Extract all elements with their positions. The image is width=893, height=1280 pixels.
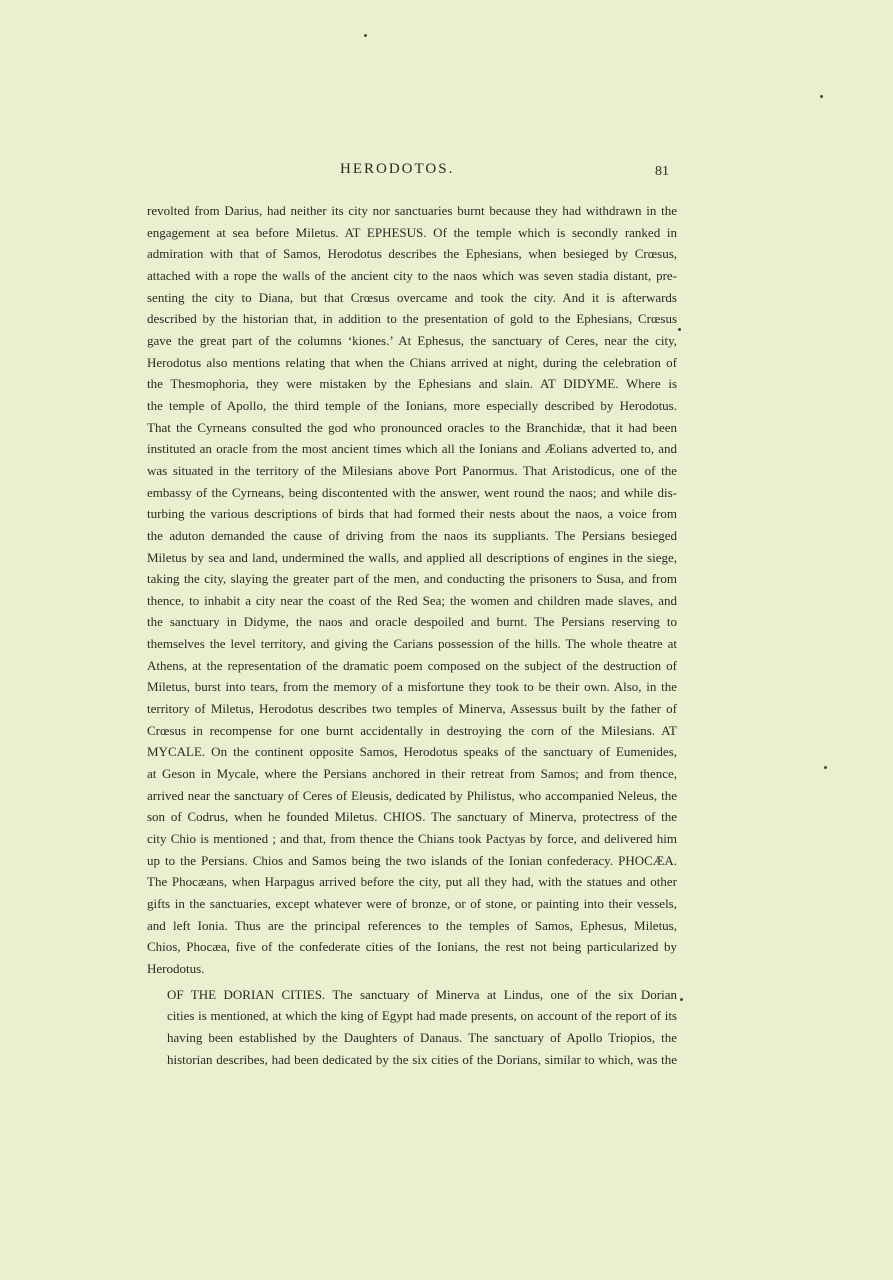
text-line: gave the great part of the columns ‘kiones.’ At Ephesus, the sanctuary of Ceres, near the city, — [147, 332, 677, 348]
text-line: historian describes, had been dedicated by the six cities of the Dorians, similar to which, was the — [167, 1051, 677, 1067]
body-text — [147, 200, 677, 1070]
text-line: Miletus by sea and land, undermined the walls, and applied all descriptions of engines in the siege, — [147, 549, 677, 565]
speck-mark — [364, 34, 367, 37]
text-line: Chios, Phocæa, five of the confederate cities of the Ionians, the rest not being particularized by — [147, 939, 677, 955]
text-line: engagement at sea before Miletus. AT EPHESUS. Of the temple which is secondly ranked in — [147, 224, 677, 240]
text-line: taking the city, slaying the greater part of the men, and conducting the prisoners to Susa, and from — [147, 571, 677, 587]
text-line: and left Ionia. Thus are the principal references to the temples of Samos, Ephesus, Miletus, — [147, 917, 677, 933]
text-line: embassy of the Cyrneans, being discontented with the answer, went round the naos; and while dis- — [147, 484, 677, 500]
running-title: HERODOTOS. — [340, 161, 455, 177]
text-line: attached with a rope the walls of the ancient city to the naos which was seven stadia distant, pre- — [147, 267, 677, 283]
text-line: Athens, at the representation of the dramatic poem composed on the subject of the destruction of — [147, 657, 677, 673]
text-line: was situated in the territory of the Milesians above Port Panormus. That Aristodicus, one of the — [147, 462, 677, 478]
text-line: turbing the various descriptions of birds that had formed their nests about the naos, a voice from — [147, 506, 677, 522]
text-line: city Chio is mentioned ; and that, from thence the Chians took Pactyas by force, and delivered him — [147, 831, 677, 847]
text-line: senting the city to Diana, but that Crœsus overcame and took the city. And it is afterwards — [147, 289, 677, 305]
speck-mark — [824, 766, 827, 769]
speck-mark — [678, 328, 681, 331]
paragraph-dorian-cities — [147, 984, 677, 1071]
text-line: the temple of Apollo, the third temple of the Ionians, more especially described by Herodotus. — [147, 397, 677, 413]
page-number: 81 — [655, 164, 669, 179]
text-line: instituted an oracle from the most ancient times which all the Ionians and Æolians adverted to, and — [147, 441, 677, 457]
speck-mark — [820, 95, 823, 98]
text-line: the sanctuary in Didyme, the naos and oracle despoiled and burnt. The Persians reserving to — [147, 614, 677, 630]
paragraph-herodotus-temples — [147, 200, 677, 980]
text-line: thence, to inhabit a city near the coast of the Red Sea; the women and children made slaves, and — [147, 592, 677, 608]
text-line: cities is mentioned, at which the king of Egypt had made presents, on account of the report of its — [167, 1008, 677, 1024]
text-line: described by the historian that, in addition to the presentation of gold to the Ephesians, Crœsus — [147, 311, 677, 327]
text-line: up to the Persians. Chios and Samos being the two islands of the Ionian confederacy. PHOCÆA. — [147, 852, 677, 868]
text-line: Crœsus in recompense for one burnt accidentally in destroying the corn of the Milesians. AT — [147, 722, 677, 738]
text-line: Herodotus also mentions relating that when the Chians arrived at night, during the celebration of — [147, 354, 677, 370]
text-line: the Thesmophoria, they were mistaken by the Ephesians and slain. AT DIDYME. Where is — [147, 376, 677, 392]
text-line: Miletus, burst into tears, from the memory of a misfortune they took to be their own. Also, in the — [147, 679, 677, 695]
text-line: admiration with that of Samos, Herodotus describes the Ephesians, when besieged by Crœsus, — [147, 246, 677, 262]
text-line: gifts in the sanctuaries, except whatever were of bronze, or of stone, or painting into their vessels, — [147, 896, 677, 911]
text-line: themselves the level territory, and giving the Carians possession of the hills. The whole theatre at — [147, 636, 677, 652]
text-line: having been established by the Daughters of Danaus. The sanctuary of Apollo Triopios, the — [167, 1029, 677, 1045]
text-line: That the Cyrneans consulted the god who pronounced oracles to the Branchidæ, that it had been — [147, 419, 677, 435]
text-line: OF THE DORIAN CITIES. The sanctuary of Minerva at Lindus, one of the six Dorian — [167, 986, 677, 1002]
text-line: The Phocæans, when Harpagus arrived before the city, put all they had, with the statues and other — [147, 874, 677, 890]
text-line: MYCALE. On the continent opposite Samos, Herodotus speaks of the sanctuary of Eumenides, — [147, 744, 677, 760]
text-line: the aduton demanded the cause of driving from the naos its suppliants. The Persians besieged — [147, 527, 677, 543]
speck-mark — [680, 998, 683, 1001]
text-line: Herodotus. — [147, 960, 205, 976]
text-line: revolted from Darius, had neither its city nor sanctuaries burnt because they had withdrawn in the — [147, 203, 677, 218]
text-line: arrived near the sanctuary of Ceres of Eleusis, dedicated by Philistus, who accompanied Neleus, the — [147, 787, 677, 803]
text-line: at Geson in Mycale, where the Persians anchored in their retreat from Samos; and from thence, — [147, 766, 677, 782]
text-line: son of Codrus, when he founded Miletus. CHIOS. The sanctuary of Minerva, protectress of the — [147, 809, 677, 825]
text-line: territory of Miletus, Herodotus describes two temples of Minerva, Assessus built by the father of — [147, 701, 677, 717]
